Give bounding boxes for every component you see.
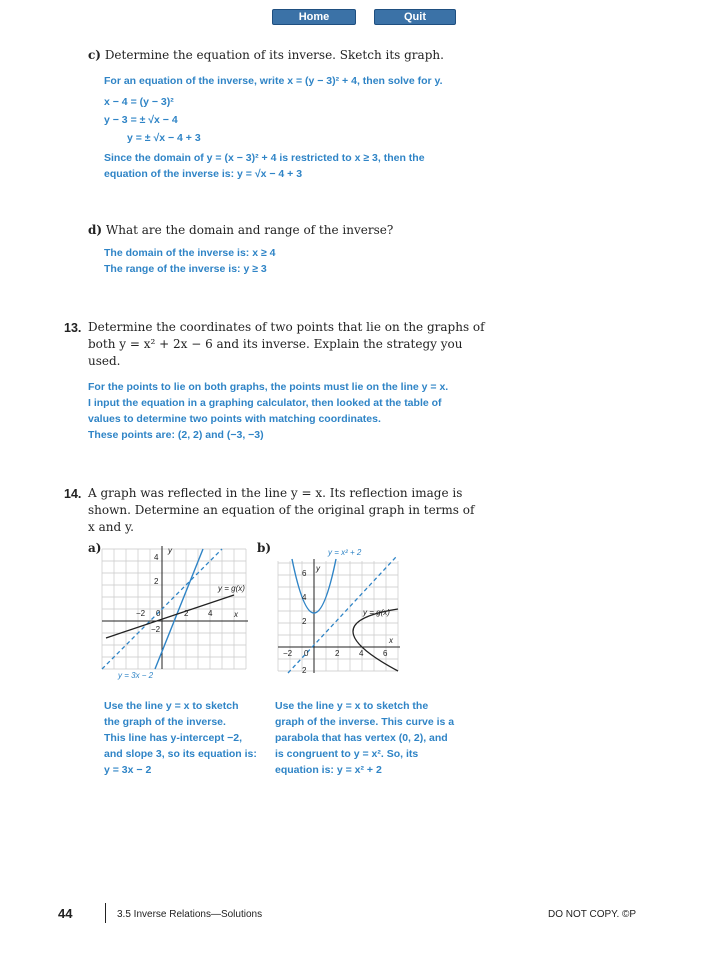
q13-question-1: Determine the coordinates of two points that lie on the graphs of: [88, 320, 485, 334]
graph-b-tick-y2: 2: [302, 617, 307, 626]
graph-a-y-label: y: [168, 546, 172, 555]
part-c-line-5: Since the domain of y = (x − 3)² + 4 is restricted to x ≥ 3, then the: [104, 152, 425, 164]
part-c-line-2: x − 4 = (y − 3)²: [104, 96, 174, 108]
q13-answer-3: values to determine two points with matching coordinates.: [88, 413, 381, 425]
part-d-question: [88, 222, 393, 239]
graph-b-y-label: y: [316, 564, 320, 573]
footer-section: 3.5 Inverse Relations—Solutions: [117, 909, 263, 920]
q14-number: 14.: [64, 487, 82, 501]
part-c-line-4: y = ± √x − 4 + 3: [127, 132, 201, 144]
part-c-label: c): [88, 48, 101, 62]
q13-answer-2: I input the equation in a graphing calculator, then looked at the table of: [88, 397, 442, 409]
graph-a-tick-y2: 2: [154, 577, 159, 586]
home-button[interactable]: Home: [272, 9, 356, 25]
q13-answer-4: These points are: (2, 2) and (−3, −3): [88, 429, 264, 441]
graph-a-curve-label: y = g(x): [218, 584, 245, 593]
graph-b-curve-label: y = g(x): [363, 608, 390, 617]
graph-a-tick-x2: 2: [184, 609, 189, 618]
q14-question-2: shown. Determine an equation of the original graph in terms of: [88, 503, 475, 517]
graph-b-answer-1: Use the line y = x to sketch the: [275, 700, 429, 712]
graph-b-label: b): [257, 541, 272, 555]
quit-button[interactable]: Quit: [374, 9, 456, 25]
q13-question-2: both y = x² + 2x − 6 and its inverse. Explain the strategy you: [88, 337, 463, 351]
part-c-question: [88, 47, 444, 64]
graph-b-tick-y6: 6: [302, 569, 307, 578]
part-d-text: What are the domain and range of the inverse?: [105, 223, 394, 237]
graph-a-tick-x4: 4: [208, 609, 213, 618]
graph-a: [100, 543, 260, 683]
graph-a-label: a): [88, 541, 102, 555]
graph-b-answer-3: parabola that has vertex (0, 2), and: [275, 732, 448, 744]
graph-a-tick-y4: 4: [154, 553, 159, 562]
graph-a-answer-5: y = 3x − 2: [104, 764, 152, 776]
graph-a-tick-ym2: −2: [151, 625, 161, 634]
q13-number: 13.: [64, 321, 82, 335]
graph-b-inverse-label: y = x² + 2: [328, 548, 362, 557]
graph-b-tick-x6: 6: [383, 649, 388, 658]
graph-b-x-label: x: [389, 636, 393, 645]
part-c-line-3: y − 3 = ± √x − 4: [104, 114, 178, 126]
q13-question-3: used.: [88, 354, 121, 368]
graph-a-answer-4: and slope 3, so its equation is:: [104, 748, 257, 760]
graph-a-tick-origin: 0: [156, 609, 161, 618]
q14-question-1: A graph was reflected in the line y = x. Its reflection image is: [88, 486, 463, 500]
part-c-line-1: For an equation of the inverse, write x = (y − 3)² + 4, then solve for y.: [104, 75, 443, 87]
graph-a-x-label: x: [234, 610, 238, 619]
q13-answer-1: For the points to lie on both graphs, the points must lie on the line y = x.: [88, 381, 449, 393]
graph-a-answer-3: This line has y-intercept −2,: [104, 732, 243, 744]
graph-b-tick-x4: 4: [359, 649, 364, 658]
graph-b-tick-ym2: 2: [302, 666, 307, 675]
part-c-line-6: equation of the inverse is: y = √x − 4 + 3: [104, 168, 303, 180]
graph-b-tick-x2: 2: [335, 649, 340, 658]
part-d-domain: The domain of the inverse is: x ≥ 4: [104, 247, 276, 259]
graph-a-inverse-label: y = 3x − 2: [118, 671, 154, 680]
graph-b-tick-origin: 0: [304, 649, 309, 658]
part-d-range: The range of the inverse is: y ≥ 3: [104, 263, 267, 275]
graph-b: [270, 543, 405, 683]
part-d-label: d): [88, 223, 103, 237]
graph-b-tick-xm2: −2: [283, 649, 293, 658]
graph-b-tick-y4: 4: [302, 593, 307, 602]
graph-a-answer-2: the graph of the inverse.: [104, 716, 226, 728]
graph-b-answer-4: is congruent to y = x². So, its: [275, 748, 419, 760]
graph-a-answer-1: Use the line y = x to sketch: [104, 700, 239, 712]
part-c-text: Determine the equation of its inverse. Sketch its graph.: [104, 48, 444, 62]
graph-a-tick-xm2: −2: [136, 609, 146, 618]
footer-copyright: ©P: [622, 909, 637, 920]
graph-b-answer-5: equation is: y = x² + 2: [275, 764, 382, 776]
page-number: 44: [58, 906, 73, 921]
q14-question-3: x and y.: [88, 520, 134, 534]
graph-a-grid: [102, 549, 246, 669]
graph-b-answer-2: graph of the inverse. This curve is a: [275, 716, 455, 728]
footer-divider: [105, 903, 106, 923]
footer-notice: DO NOT COPY.: [548, 909, 620, 920]
